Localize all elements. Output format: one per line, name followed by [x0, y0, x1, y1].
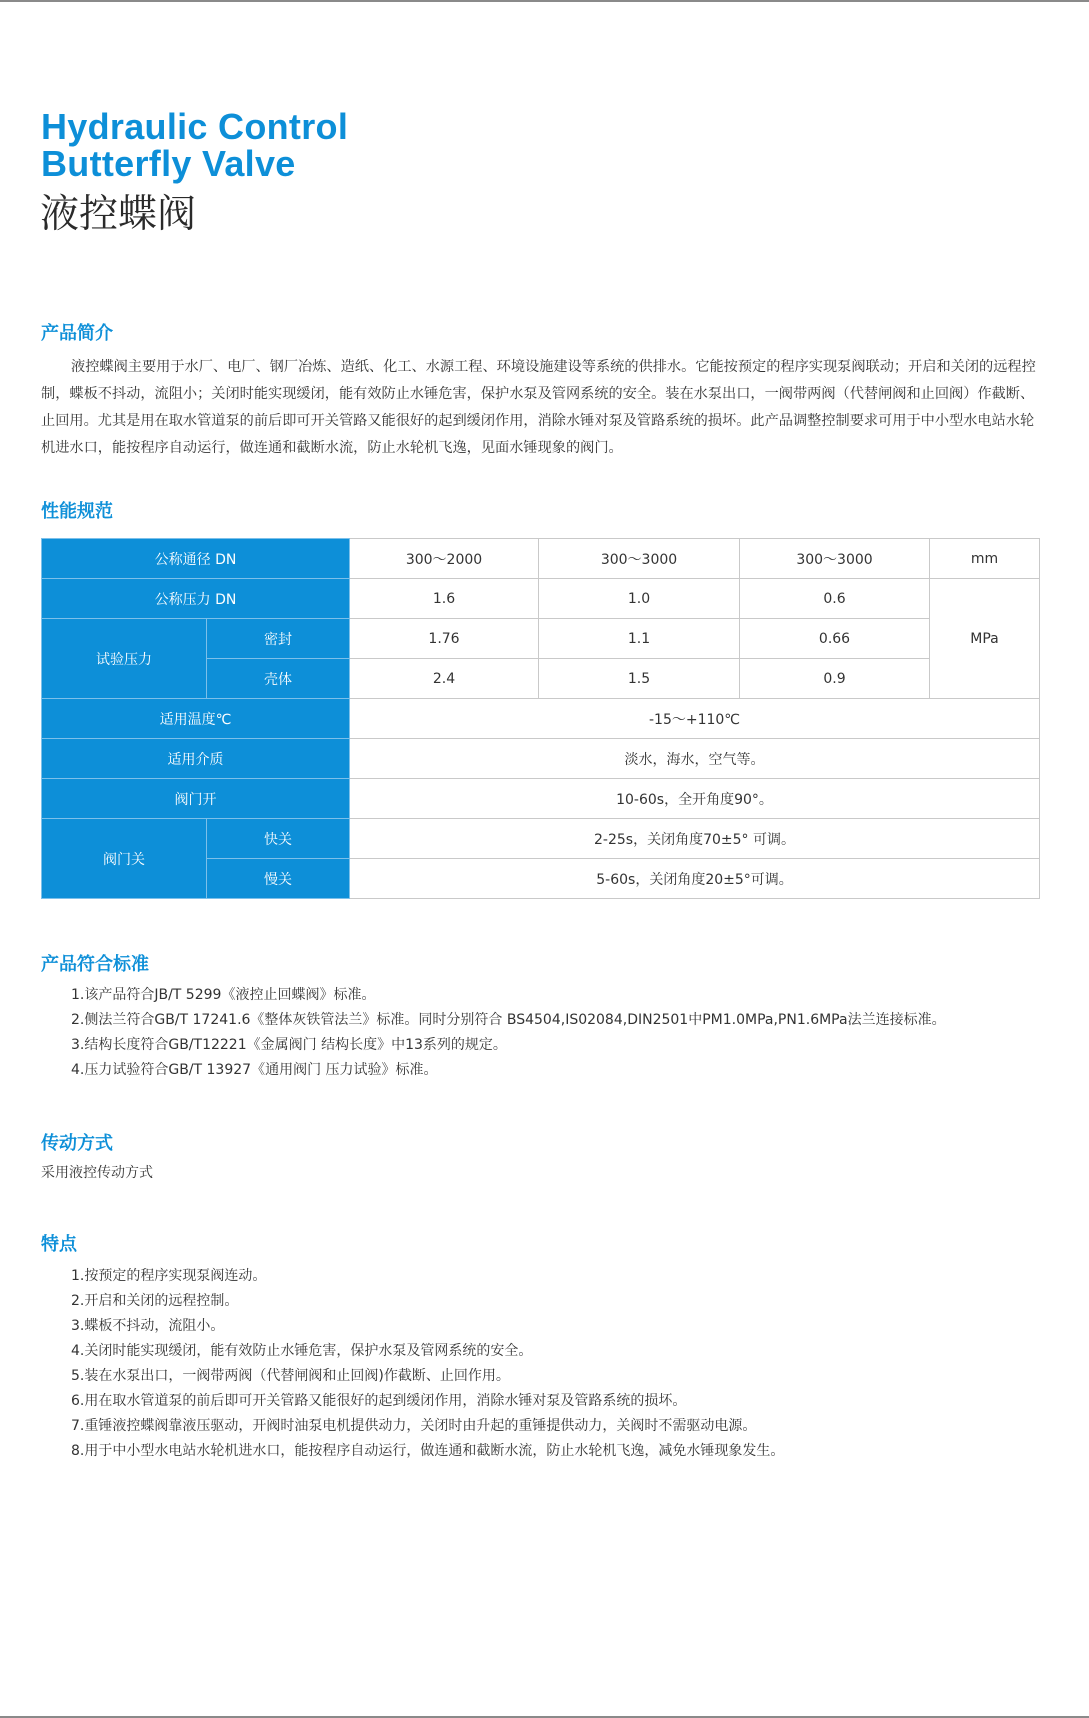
- section-heading-spec: 性能规范: [41, 501, 113, 522]
- dn-value-1: 300～2000: [350, 539, 539, 579]
- dn-value-3: 300～3000: [740, 539, 930, 579]
- features-list: [71, 1264, 784, 1464]
- test-pressure-label: 试验压力: [42, 619, 207, 699]
- title-line-1: Hydraulic Control: [41, 106, 349, 147]
- pn-value-3: 0.6: [740, 579, 930, 619]
- pn-value-2: 1.0: [539, 579, 740, 619]
- shell-label: 壳体: [207, 659, 350, 699]
- list-item: 7.重锤液控蝶阀靠液压驱动，开阀时油泵电机提供动力，关闭时由升起的重锤提供动力，关阀时不需驱动电源。: [71, 1418, 757, 1434]
- dn-unit: mm: [930, 539, 1040, 579]
- list-item: 2.开启和关闭的远程控制。: [71, 1293, 239, 1309]
- shell-value-1: 2.4: [350, 659, 539, 699]
- table-row: [42, 699, 1040, 739]
- shell-value-3: 0.9: [740, 659, 930, 699]
- standards-list: [71, 983, 946, 1083]
- pn-value-1: 1.6: [350, 579, 539, 619]
- table-row: [42, 739, 1040, 779]
- page-title-chinese: 液控蝶阀: [40, 192, 197, 237]
- table-row: [42, 539, 1040, 579]
- slow-close-value: 5-60s，关闭角度20±5°可调。: [350, 859, 1040, 899]
- list-item: 5.装在水泵出口，一阀带两阀（代替闸阀和止回阀)作截断、止回作用。: [71, 1368, 510, 1384]
- medium-label: 适用介质: [42, 739, 350, 779]
- fast-close-label: 快关: [207, 819, 350, 859]
- seal-value-1: 1.76: [350, 619, 539, 659]
- list-item: 8.用于中小型水电站水轮机进水口，能按程序自动运行，做连通和截断水流，防止水轮机飞逸，减免水锤现象发生。: [71, 1443, 785, 1459]
- dn-label: 公称通径 DN: [42, 539, 350, 579]
- section-heading-intro: 产品简介: [41, 323, 113, 344]
- slow-close-label: 慢关: [207, 859, 350, 899]
- list-item: 1.该产品符合JB/T 5299《液控止回蝶阀》标准。: [71, 987, 376, 1003]
- temperature-label: 适用温度℃: [42, 699, 350, 739]
- list-item: 3.结构长度符合GB/T12221《金属阀门 结构长度》中13系列的规定。: [71, 1037, 507, 1053]
- seal-value-3: 0.66: [740, 619, 930, 659]
- fast-close-value: 2-25s，关闭角度70±5° 可调。: [350, 819, 1040, 859]
- list-item: 2.侧法兰符合GB/T 17241.6《整体灰铁管法兰》标准。同时分别符合 BS4504,IS02084,DIN2501中PM1.0MPa,PN1.6MPa法兰连接标准。: [71, 1012, 946, 1028]
- page-title-english: [41, 108, 348, 182]
- temperature-value: -15～+110℃: [350, 699, 1040, 739]
- section-heading-drive: 传动方式: [41, 1133, 113, 1154]
- section-heading-features: 特点: [41, 1234, 77, 1255]
- shell-value-2: 1.5: [539, 659, 740, 699]
- table-row: [42, 619, 1040, 659]
- drive-text: 采用液控传动方式: [41, 1165, 153, 1181]
- list-item: 3.蝶板不抖动，流阻小。: [71, 1318, 225, 1334]
- section-heading-standards: 产品符合标准: [41, 954, 149, 975]
- medium-value: 淡水，海水，空气等。: [350, 739, 1040, 779]
- spec-table: [41, 538, 1040, 899]
- top-border-line: [0, 0, 1089, 2]
- table-row: [42, 779, 1040, 819]
- pn-label: 公称压力 DN: [42, 579, 350, 619]
- intro-paragraph: 液控蝶阀主要用于水厂、电厂、钢厂冶炼、造纸、化工、水源工程、环境设施建设等系统的供排水。它能按预定的程序实现泵阀联动；开启和关闭的远程控制，蝶板不抖动，流阻小；关闭时能实现缓闭，能有效防止水锤危害，保护水泵及管网系统的安全。装在水泵出口，一阀带两阀（代替闸阀和止回阀）作截断、止回用。尤其是用在取水管道泵的前后即可开关管路又能很好的起到缓闭作用，消除水锤对泵及管路系统的损坏。此产品调整控制要求可用于中小型水电站水轮机进水口，能按程序自动运行，做连通和截断水流，防止水轮机飞逸，见面水锤现象的阀门。: [41, 359, 1036, 456]
- table-row: [42, 819, 1040, 859]
- valve-open-label: 阀门开: [42, 779, 350, 819]
- list-item: 4.关闭时能实现缓闭，能有效防止水锤危害，保护水泵及管网系统的安全。: [71, 1343, 533, 1359]
- table-row: [42, 579, 1040, 619]
- title-line-2: Butterfly Valve: [41, 143, 296, 184]
- seal-label: 密封: [207, 619, 350, 659]
- valve-close-label: 阀门关: [42, 819, 207, 899]
- list-item: 6.用在取水管道泵的前后即可开关管路又能很好的起到缓闭作用，消除水锤对泵及管路系统的损坏。: [71, 1393, 687, 1409]
- pressure-unit: MPa: [930, 579, 1040, 699]
- valve-open-value: 10-60s，全开角度90°。: [350, 779, 1040, 819]
- dn-value-2: 300～3000: [539, 539, 740, 579]
- list-item: 4.压力试验符合GB/T 13927《通用阀门 压力试验》标准。: [71, 1062, 438, 1078]
- list-item: 1.按预定的程序实现泵阀连动。: [71, 1268, 267, 1284]
- seal-value-2: 1.1: [539, 619, 740, 659]
